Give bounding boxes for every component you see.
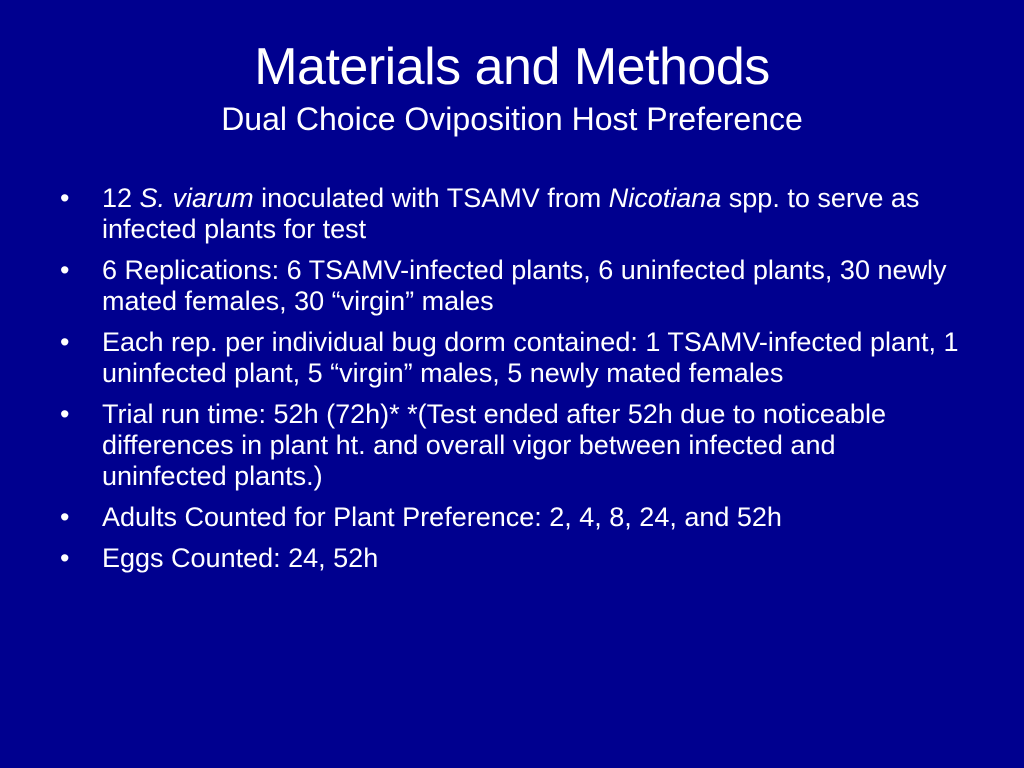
bullet-segment: spp. to serve as infected plants for test	[102, 183, 920, 244]
title-block	[0, 36, 1024, 138]
bullet-segment-italic: S. viarum	[139, 183, 254, 213]
bullet-text: Adults Counted for Plant Preference: 2, 4, 8, 24, and 52h	[102, 502, 782, 532]
bullet-marker: •	[60, 543, 70, 573]
bullet-item	[60, 183, 960, 245]
slide-subtitle: Dual Choice Oviposition Host Preference	[221, 101, 803, 137]
bullet-marker: •	[60, 183, 70, 213]
bullet-marker: •	[60, 399, 70, 429]
bullet-text: Trial run time: 52h (72h)* *(Test ended after 52h due to noticeable differences in plant ht. and overall vigor between infected and uninfected plants.)	[102, 399, 886, 491]
bullet-item	[60, 502, 960, 533]
bullet-item	[60, 255, 960, 317]
slide-title: Materials and Methods	[254, 38, 770, 96]
bullet-marker: •	[60, 255, 70, 285]
bullet-segment: inoculated with TSAMV from	[253, 183, 609, 213]
bullet-marker: •	[60, 502, 70, 532]
bullet-item	[60, 327, 960, 389]
bullet-segment-italic: Nicotiana	[608, 183, 722, 213]
bullet-segment: 12	[102, 183, 140, 213]
bullet-item	[60, 399, 960, 492]
bullet-text: 6 Replications: 6 TSAMV-infected plants, 6 uninfected plants, 30 newly mated females, 30 “virgin” males	[102, 255, 947, 316]
bullet-text: Eggs Counted: 24, 52h	[102, 543, 379, 573]
bullet-item	[60, 543, 960, 574]
bullet-marker: •	[60, 327, 70, 357]
bullet-list	[60, 183, 960, 584]
bullet-text: Each rep. per individual bug dorm contained: 1 TSAMV-infected plant, 1 uninfected plant, 5 “virgin” males, 5 newly mated females	[102, 327, 959, 388]
bullet-text	[102, 183, 919, 244]
